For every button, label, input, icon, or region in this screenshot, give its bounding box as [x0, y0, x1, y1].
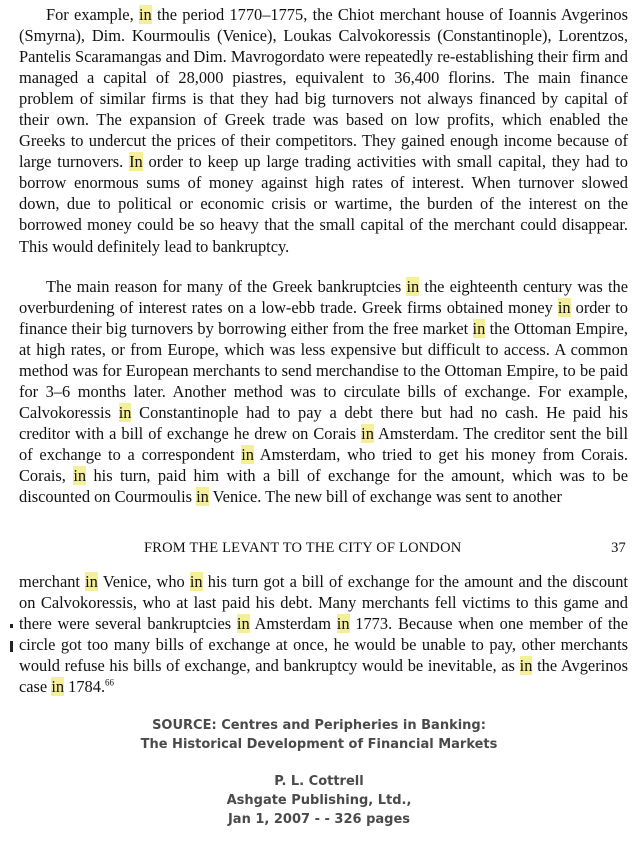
text-run: the eighteenth century was the overburdening of interest rates on a low-ebb trade. Greek firms obtained money	[19, 277, 628, 318]
text-run: Constantinople had to pay a debt there but had no cash. He paid his creditor with a bill of exchange he drew on Corais	[19, 403, 628, 444]
search-highlight: in	[406, 277, 420, 296]
search-highlight: in	[85, 572, 98, 591]
text-run: Amsterdam, who tried to get his money from Corais. Corais,	[19, 445, 628, 486]
source-author: P. L. Cottrell	[274, 774, 364, 789]
source-title-block	[0, 716, 638, 754]
paragraph-3	[19, 571, 628, 697]
text-run: For example,	[46, 5, 139, 24]
search-highlight: in	[51, 677, 65, 697]
margin-mark	[10, 641, 13, 652]
footnote-reference: 66	[105, 677, 115, 688]
text-run: Amsterdam	[249, 614, 337, 634]
source-publisher: Ashgate Publishing, Ltd.,	[226, 793, 412, 808]
source-citation-block	[0, 772, 638, 829]
paragraph-1	[19, 4, 628, 257]
source-date-pages: Jan 1, 2007 - - 326 pages	[227, 812, 411, 827]
search-highlight: in	[472, 319, 486, 339]
source-line-1: SOURCE: Centres and Peripheries in Banking:	[152, 718, 486, 733]
search-highlight: in	[557, 298, 571, 318]
text-run: Venice, who	[97, 572, 190, 591]
search-highlight: in	[336, 614, 350, 634]
text-run: order to keep up large trading activities with small capital, they had to borrow enormous sums of money against high rates of interest. When turnover slowed down, due to political or economic crisis or wartime, the burden of the interest on the borrowed money could be so heavy that the small capital of the merchant could disappear. This would definitely lead to bankruptcy.	[19, 152, 628, 256]
text-run: his turn, paid him with a bill of exchange for the amount, which was to be discounted on Courmoulis	[19, 466, 628, 507]
margin-mark	[10, 624, 13, 628]
text-run: Venice. The new bill of exchange was sent to another	[208, 487, 562, 507]
search-highlight: in	[519, 656, 533, 676]
text-run: order to finance their big turnovers by borrowing either from the free market	[19, 298, 628, 339]
search-highlight: in	[196, 487, 209, 507]
page-number: 37	[611, 540, 626, 556]
search-highlight: in	[236, 614, 250, 634]
text-run: 1773. Because when one member of the circle got too many bills of exchange at once, he would be unable to pay, other merchants would refuse his bills of exchange, and bankruptcy would be inevitable, as	[19, 614, 629, 676]
running-title: FROM THE LEVANT TO THE CITY OF LONDON	[144, 540, 462, 556]
text-run: merchant	[19, 572, 86, 591]
text-run: his turn got a bill of exchange for the amount and the discount on Calvokoressis, who at last paid his debt. Many merchants fell victims to this game and there were several bankruptcies	[19, 572, 628, 634]
search-highlight: in	[138, 5, 152, 24]
search-highlight: in	[361, 424, 374, 444]
paragraph-2	[19, 276, 628, 508]
search-highlight: in	[73, 466, 87, 486]
search-highlight: in	[189, 572, 203, 591]
text-run: Amsterdam. The creditor sent the bill of exchange to a correspondent	[19, 424, 629, 465]
text-run: 1784.	[64, 677, 106, 697]
search-highlight: in	[118, 403, 132, 423]
text-run: The main reason for many of the Greek bankruptcies	[46, 277, 407, 296]
source-line-2: The Historical Development of Financial Markets	[140, 737, 498, 752]
text-run: the Avgerinos case	[19, 656, 628, 697]
search-highlight: In	[129, 152, 143, 172]
search-highlight: in	[241, 445, 254, 465]
text-run: the period 1770–1775, the Chiot merchant house of Ioannis Avgerinos (Smyrna), Dim. Kourmoulis (Venice), Loukas Calvokoressis (Constantinople), Lorentzos, Pantelis Scaramangas and Dim. Mavrogordato were repeatedly re-establishing their firm and managed a capital of 28,000 piastres, equivalent to 36,400 florins. The main finance problem of similar firms is that they had big turnovers not always financed by capital of their own. The expansion of Greek trade was based on low profits, which enabled the Greeks to undercut the prices of their competitors. They gained enough income because of large turnovers.	[19, 5, 628, 172]
text-run: the Ottoman Empire, at high rates, or from Europe, which was less expensive but difficult to access. A common method was for European merchants to send merchandise to the Ottoman Empire, to be paid for 3–6 months later. Another method was to circulate bills of exchange. For example, Calvokoressis	[19, 319, 628, 423]
